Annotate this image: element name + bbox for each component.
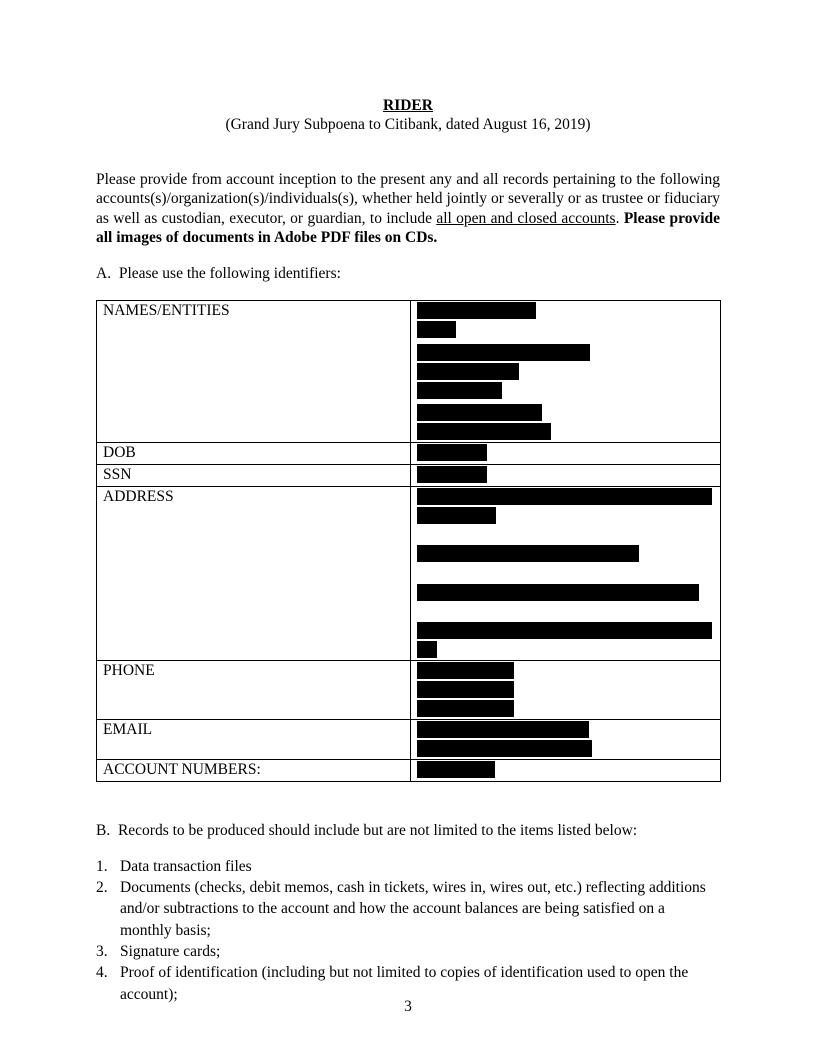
- redaction-bar: [417, 488, 712, 505]
- redactions-email: [411, 719, 721, 759]
- redaction-bar: [417, 344, 590, 361]
- redaction-bar: [417, 584, 699, 601]
- table-row-names-entities: [97, 300, 721, 442]
- redactions-account-numbers: [411, 759, 721, 781]
- redaction-bar: [417, 662, 514, 679]
- redaction-bar: [417, 363, 519, 380]
- redaction-bar: [417, 761, 495, 778]
- redaction-bar: [417, 423, 551, 440]
- redactions-address: [411, 486, 721, 660]
- row-label-dob: DOB: [97, 442, 411, 464]
- intro-separator: .: [615, 209, 624, 227]
- table-row-phone: [97, 660, 721, 719]
- redaction-bar: [417, 302, 536, 319]
- intro-text: Please provide from account inception to the present any and all records pertaining to the following accounts(s)/organization(s)/individuals(s), whether held jointly or severally or as trustee or fiduciary as well as custodian, executor, or guardian, to include: [96, 171, 720, 227]
- list-item-1-number: 1.: [96, 857, 108, 875]
- identifiers-table: [96, 300, 721, 782]
- redaction-bar: [417, 466, 487, 483]
- intro-underlined-phrase: all open and closed accounts: [436, 209, 616, 227]
- redaction-bar: [417, 321, 456, 338]
- redaction-bar: [417, 641, 437, 658]
- redaction-bar: [417, 622, 712, 639]
- redaction-bar: [417, 740, 592, 757]
- section-b-heading: B. Records to be produced should include but are not limited to the items listed below:: [96, 821, 638, 839]
- row-label-phone: PHONE: [97, 660, 411, 719]
- table-row-dob: [97, 442, 721, 464]
- section-a-heading: A. Please use the following identifiers:: [96, 264, 341, 282]
- table-row-address: [97, 486, 721, 660]
- document-title-text: RIDER: [383, 97, 433, 114]
- redaction-bar: [417, 382, 502, 399]
- redactions-names-entities: [411, 300, 721, 442]
- list-item-2-number: 2.: [96, 878, 108, 896]
- list-item-2-text: Documents (checks, debit memos, cash in tickets, wires in, wires out, etc.) reflecting additions and/or subtractions to the account and how the account balances are being satisfied on a monthly basis;: [120, 878, 706, 939]
- document-title: [96, 97, 720, 115]
- table-row-account-numbers: [97, 759, 721, 781]
- intro-bold-sentence: Please provide all images of documents in Adobe PDF files on CDs.: [96, 209, 721, 247]
- list-item-4-text: Proof of identification (including but not limited to copies of identification used to open the account);: [120, 964, 689, 1003]
- redactions-dob: [411, 442, 721, 464]
- list-item-1-text: Data transaction files: [120, 857, 252, 875]
- redaction-bar: [417, 700, 514, 717]
- redaction-bar: [417, 721, 589, 738]
- redactions-phone: [411, 660, 721, 719]
- redaction-bar: [417, 681, 514, 698]
- redaction-bar: [417, 507, 496, 524]
- row-label-ssn: SSN: [97, 464, 411, 486]
- list-item-4-number: 4.: [96, 964, 108, 982]
- table-row-email: [97, 719, 721, 759]
- row-label-account-numbers: ACCOUNT NUMBERS:: [97, 759, 411, 781]
- redactions-ssn: [411, 464, 721, 486]
- records-list: [96, 856, 720, 1006]
- redaction-bar: [417, 545, 639, 562]
- page-number: 3: [404, 998, 412, 1015]
- list-item-3: [96, 941, 720, 962]
- list-item-2: [96, 877, 720, 941]
- redaction-bar: [417, 444, 487, 461]
- row-label-names-entities: NAMES/ENTITIES: [97, 300, 411, 442]
- redaction-bar: [417, 404, 542, 421]
- intro-paragraph: [96, 170, 720, 248]
- table-row-ssn: [97, 464, 721, 486]
- document-subtitle: (Grand Jury Subpoena to Citibank, dated August 16, 2019): [225, 116, 591, 133]
- list-item-1: [96, 856, 720, 877]
- list-item-3-text: Signature cards;: [120, 943, 221, 960]
- list-item-3-number: 3.: [96, 943, 108, 960]
- row-label-email: EMAIL: [97, 719, 411, 759]
- row-label-address: ADDRESS: [97, 486, 411, 660]
